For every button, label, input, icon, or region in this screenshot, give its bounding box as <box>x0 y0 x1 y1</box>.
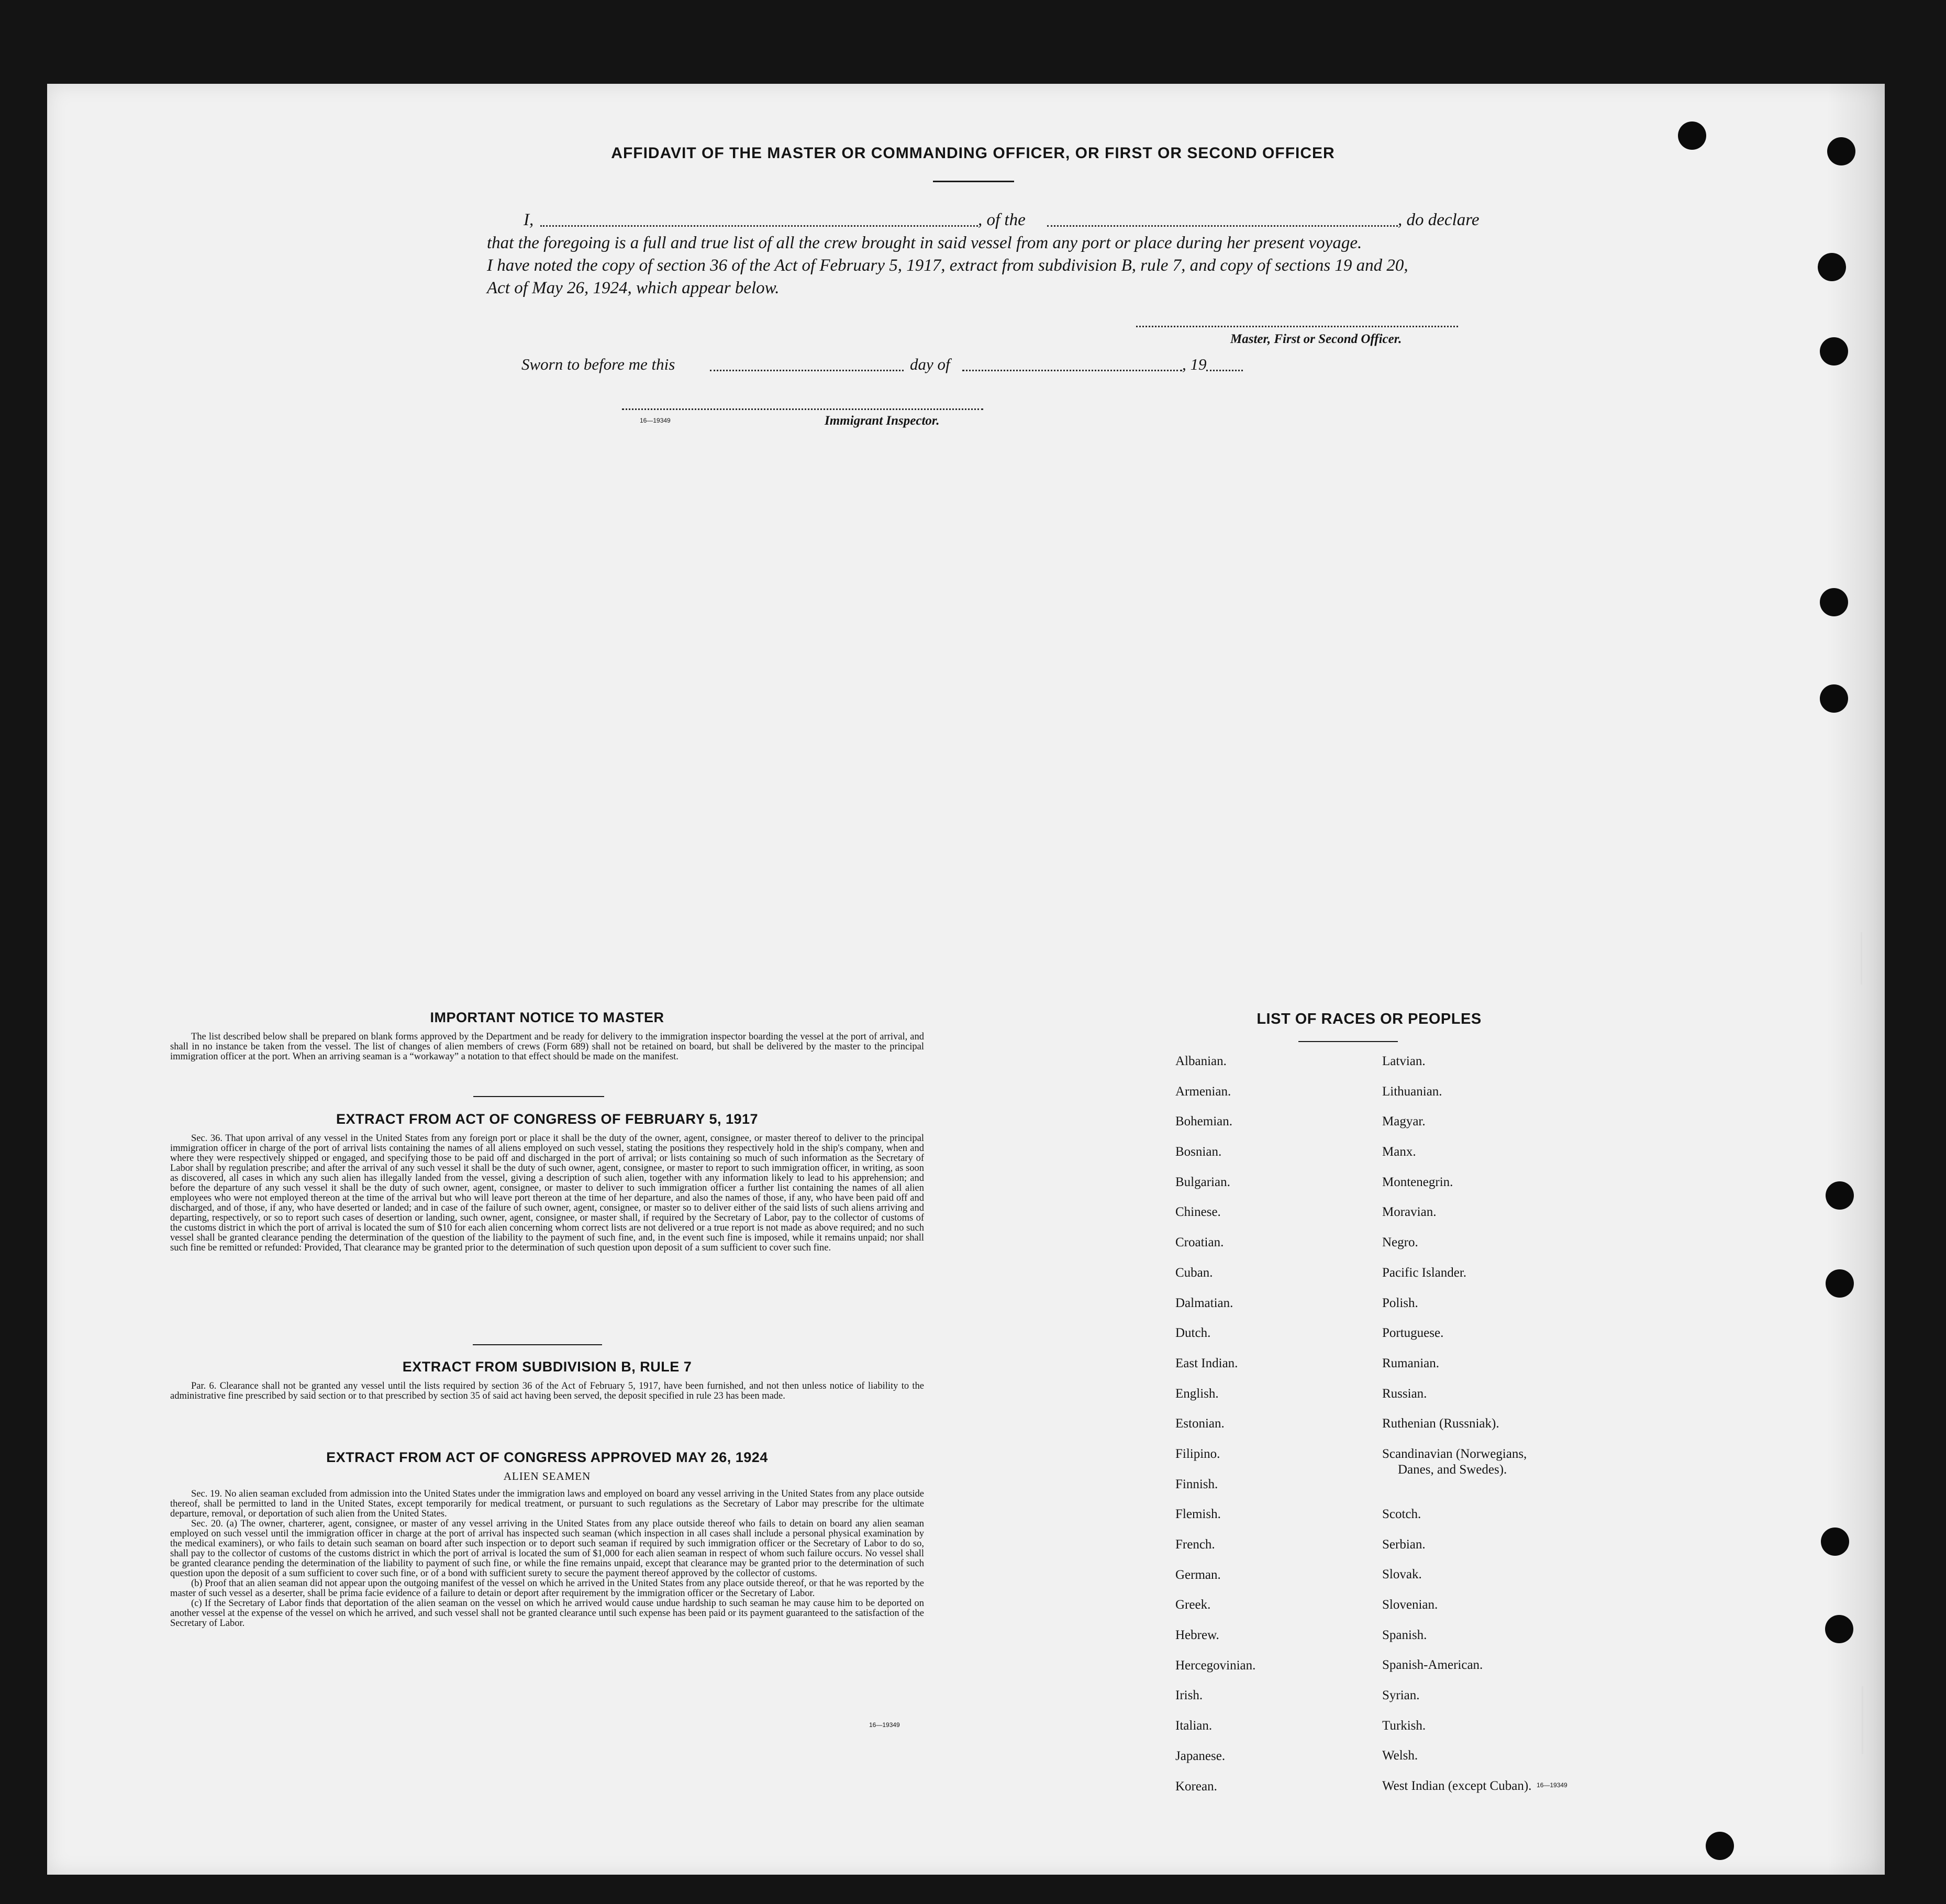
race-item: Greek. <box>1175 1598 1211 1612</box>
sec-20c-body: (c) If the Secretary of Labor finds that deportation of the alien seaman on the vessel on which he arrived would cause undue hardship to such seaman he may cause him to be deported on another vessel at the expense of the vessel on which he arrived, and such vessel shall not be granted clearance until such expense has been paid or its payment guaranteed to the satisfaction of the Secretary of Labor. <box>170 1598 924 1629</box>
race-item: Armenian. <box>1175 1084 1231 1099</box>
race-item: Albanian. <box>1175 1054 1227 1068</box>
race-item: Portuguese. <box>1382 1326 1444 1341</box>
races-title-underline <box>1298 1041 1398 1042</box>
race-item <box>1382 1446 1531 1507</box>
extract-1917-title: EXTRACT FROM ACT OF CONGRESS OF FEBRUARY 5, 1917 <box>336 1111 759 1127</box>
sworn-date-field[interactable] <box>710 370 904 371</box>
races-left-column <box>1175 1054 1255 1809</box>
sworn-line <box>521 355 1254 378</box>
race-item: Syrian. <box>1382 1688 1420 1703</box>
sworn-month-field[interactable] <box>962 370 1182 371</box>
race-item: East Indian. <box>1175 1356 1238 1370</box>
race-item: Chinese. <box>1175 1205 1221 1220</box>
race-item: Filipino. <box>1175 1446 1220 1461</box>
punch-hole <box>1826 1269 1854 1298</box>
punch-hole <box>1820 684 1848 713</box>
race-item: Welsh. <box>1382 1748 1418 1763</box>
form-code: 16—19349 <box>640 417 671 424</box>
race-item: West Indian (except Cuban). <box>1382 1779 1532 1794</box>
race-item: Finnish. <box>1175 1477 1218 1491</box>
form-code: 16—19349 <box>1537 1781 1567 1789</box>
extract-1917-section <box>170 1111 924 1253</box>
race-item: Turkish. <box>1382 1718 1426 1733</box>
race-item: Scotch. <box>1382 1507 1421 1521</box>
form-code: 16—19349 <box>869 1721 900 1729</box>
race-item-continuation: Danes, and Swedes). <box>1398 1462 1507 1477</box>
year-prefix-label: , 19 <box>1182 355 1207 373</box>
scan-mark <box>1862 1686 1863 1754</box>
master-signature-label: Master, First or Second Officer. <box>1230 332 1402 346</box>
sec-20b-body: (b) Proof that an alien seaman did not appear upon the outgoing manifest of the vessel on which he arrived in the United States from any place outside thereof, or that he was reported by the master of such vessel as a deserter, shall be prima facie evidence of a failure to detain or deport after requirement by the immigration officer or the Secretary of Labor. <box>170 1578 924 1599</box>
punch-hole <box>1826 1181 1854 1210</box>
race-item: Italian. <box>1175 1719 1213 1733</box>
race-item: Flemish. <box>1175 1507 1221 1522</box>
race-item: Serbian. <box>1382 1537 1426 1552</box>
punch-hole <box>1820 588 1848 616</box>
race-item: Bulgarian. <box>1175 1175 1230 1189</box>
race-item: Pacific Islander. <box>1382 1265 1467 1280</box>
extract-1924-section <box>170 1449 924 1629</box>
race-item: Ruthenian (Russniak). <box>1382 1416 1499 1431</box>
race-item: Korean. <box>1175 1779 1217 1794</box>
punch-hole <box>1825 1615 1853 1643</box>
extract-1917-body: Sec. 36. That upon arrival of any vessel in the United States from any foreign port or place it shall be the duty of the owner, agent, consignee, or master thereof to deliver to the principal immigration officer in charge of the port of arrival lists containing the names of all aliens employed on such vessel, stating the positions they respectively hold in the ship's company, when and where they were respectively shipped or engaged, and specifying those to be paid off and discharged in the port of arrival; or lists containing so much of such information as the Secretary of Labor shall by regulation prescribe; and after the arrival of any such vessel it shall be the duty of such owner, agent, consignee, or master to report to such immigration officer, in writing, as soon as discovered, all cases in which any such alien has illegally landed from the vessel, giving a description of such alien, together with any information likely to lead to his apprehension; and before the departure of any such vessel it shall be the duty of such owner, agent, consignee, or master to deliver to such immigration officer a further list containing the names of all alien employees who were not employed thereon at the time of the arrival but who will leave port thereon at the time of her departure, and also the names of those, if any, who have been paid off and discharged, and of those, if any, who have deserted or landed; and in case of the failure of such owner, agent, consignee, or master so to deliver either of the said lists of such aliens arriving and departing, respectively, or so to report such cases of desertion or landing, such owner, agent, consignee, or master shall, if required by the Secretary of Labor, pay to the collector of customs of the customs district in which the port of arrival is located the sum of $10 for each alien concerning whom correct lists are not delivered or a true report is not made as above required; and no such vessel shall be granted clearance pending the determination of the question of the liability to the payment of such fine, and, in the event such fine is imposed, while it remains unpaid; nor shall such fine be remitted or refunded: Provided, That clearance may be granted prior to the determination of such question upon deposit of a sum sufficient to cover such fine. <box>170 1133 924 1253</box>
do-declare-label: , do declare <box>1398 211 1480 229</box>
sworn-year-field[interactable] <box>1206 370 1243 371</box>
day-of-label: day of <box>910 355 950 373</box>
title-underline <box>933 181 1014 182</box>
race-item: Japanese. <box>1175 1748 1226 1763</box>
of-the-label: , of the <box>978 211 1026 229</box>
race-item: Croatian. <box>1175 1235 1224 1250</box>
race-item: Bosnian. <box>1175 1145 1222 1159</box>
race-item: Lithuanian. <box>1382 1084 1442 1099</box>
race-item: Dutch. <box>1175 1326 1211 1341</box>
race-item: German. <box>1175 1567 1221 1582</box>
punch-hole <box>1818 253 1846 281</box>
master-signature-field[interactable] <box>1136 326 1458 327</box>
vessel-name-field[interactable] <box>1047 225 1398 227</box>
affidavit-title: AFFIDAVIT OF THE MASTER OR COMMANDING OFFICER, OR FIRST OR SECOND OFFICER <box>611 145 1335 162</box>
race-item: Polish. <box>1382 1296 1418 1310</box>
inspector-label: Immigrant Inspector. <box>825 414 940 428</box>
inspector-signature-field[interactable] <box>622 408 983 410</box>
race-item: Manx. <box>1382 1145 1416 1159</box>
subdivision-b-body: Par. 6. Clearance shall not be granted any vessel until the lists required by section 36 of the Act of February 5, 1917, have been furnished, and not then unless notice of liability to the administrative fine prescribed by said section or to that prescribed by section 35 of said act having been served, the deposit specified in rule 23 has been made. <box>170 1381 924 1401</box>
extract-1924-title: EXTRACT FROM ACT OF CONGRESS APPROVED MAY 26, 1924 <box>326 1449 768 1465</box>
race-item: Spanish. <box>1382 1628 1427 1642</box>
race-item: Dalmatian. <box>1175 1296 1233 1310</box>
declaration-line-2: that the foregoing is a full and true list of all the crew brought in said vessel from any port or place during her present voyage. <box>487 234 1362 252</box>
race-item: Moravian. <box>1382 1205 1437 1220</box>
race-item: Latvian. <box>1382 1054 1426 1068</box>
race-item: Rumanian. <box>1382 1356 1440 1370</box>
race-item: Hebrew. <box>1175 1628 1219 1643</box>
punch-hole <box>1820 337 1848 366</box>
scan-mark <box>1861 932 1862 984</box>
races-right-column <box>1382 1054 1531 1809</box>
sworn-label: Sworn to before me this <box>521 355 675 373</box>
punch-hole <box>1706 1832 1734 1860</box>
race-item: Russian. <box>1382 1386 1427 1401</box>
sec-19-body: Sec. 19. No alien seaman excluded from admission into the United States under the immigration laws and employed on board any vessel arriving in the United States from any place outside thereof, shall be permitted to land in the United States, except temporarily for medical treatment, or pursuant to such regulations as the Secretary of Labor may prescribe for the ultimate departure, removal, or deportation of such alien from the United States. <box>170 1489 924 1519</box>
notice-section <box>170 1010 924 1062</box>
race-item: Negro. <box>1382 1235 1418 1250</box>
punch-hole <box>1821 1527 1849 1556</box>
race-item: Slovak. <box>1382 1567 1422 1582</box>
notice-body: The list described below shall be prepared on blank forms approved by the Department and be ready for delivery to the immigration inspector boarding the vessel at the port of arrival, and shall in no instance be taken from the vessel. The list of changes of alien members of crews (Form 689) shall not be retained on board, but shall be delivered by the master to the principal immigration officer at the port. When an arriving seaman is a “workaway” a notation to that effect should be made on the manifest. <box>170 1032 924 1062</box>
race-item: English. <box>1175 1386 1219 1401</box>
section-divider <box>473 1096 604 1097</box>
race-item: Estonian. <box>1175 1416 1225 1431</box>
race-item: Cuban. <box>1175 1265 1213 1280</box>
race-item: Magyar. <box>1382 1114 1426 1129</box>
race-item: Montenegrin. <box>1382 1175 1453 1189</box>
race-item: French. <box>1175 1537 1215 1552</box>
race-item: Spanish-American. <box>1382 1658 1483 1673</box>
race-item: Slovenian. <box>1382 1598 1438 1612</box>
declaration-line-3: I have noted the copy of section 36 of the Act of February 5, 1917, extract from subdivision B, rule 7, and copy of sections 19 and 20, <box>487 256 1408 275</box>
declarant-line <box>524 211 1482 234</box>
declaration-line-4: Act of May 26, 1924, which appear below. <box>487 279 780 297</box>
races-title: LIST OF RACES OR PEOPLES <box>1256 1011 1482 1027</box>
sec-20a-body: Sec. 20. (a) The owner, charterer, agent, consignee, or master of any vessel arriving in the United States from any place outside thereof who fails to detain on board any alien seaman employed on such vessel until the immigration officer in charge at the port of arrival has inspected such seaman (which inspection in all cases shall include a personal physical examination by the medical examiners), or who fails to detain such seaman on board after such inspection or to deport such seaman if required by such immigration officer or the Secretary of Labor to do so, shall pay to the collector of customs of the customs district in which the port of arrival is located the sum of $1,000 for each alien seaman in respect of whom such failure occurs. No vessel shall be granted clearance pending the determination of the liability to payment of such fine, or while the fine remains unpaid, except that clearance may be granted prior to the determination of such question upon the deposit of a sum sufficient to cover such fine, or of a bond with sufficient surety to secure the payment thereof approved by the collector of customs. <box>170 1519 924 1579</box>
race-item: Bohemian. <box>1175 1114 1233 1129</box>
declarant-name-field[interactable] <box>540 225 978 227</box>
section-divider <box>473 1344 602 1345</box>
subdivision-b-section <box>170 1359 924 1401</box>
race-item: Irish. <box>1175 1688 1203 1703</box>
alien-seamen-subtitle: ALIEN SEAMEN <box>503 1470 591 1482</box>
subdivision-b-title: EXTRACT FROM SUBDIVISION B, RULE 7 <box>402 1359 692 1375</box>
notice-title: IMPORTANT NOTICE TO MASTER <box>430 1010 664 1025</box>
race-item-text: Scandinavian (Norwegians, <box>1382 1446 1527 1461</box>
race-item: Hercegovinian. <box>1175 1658 1256 1673</box>
i-label: I, <box>524 211 534 229</box>
